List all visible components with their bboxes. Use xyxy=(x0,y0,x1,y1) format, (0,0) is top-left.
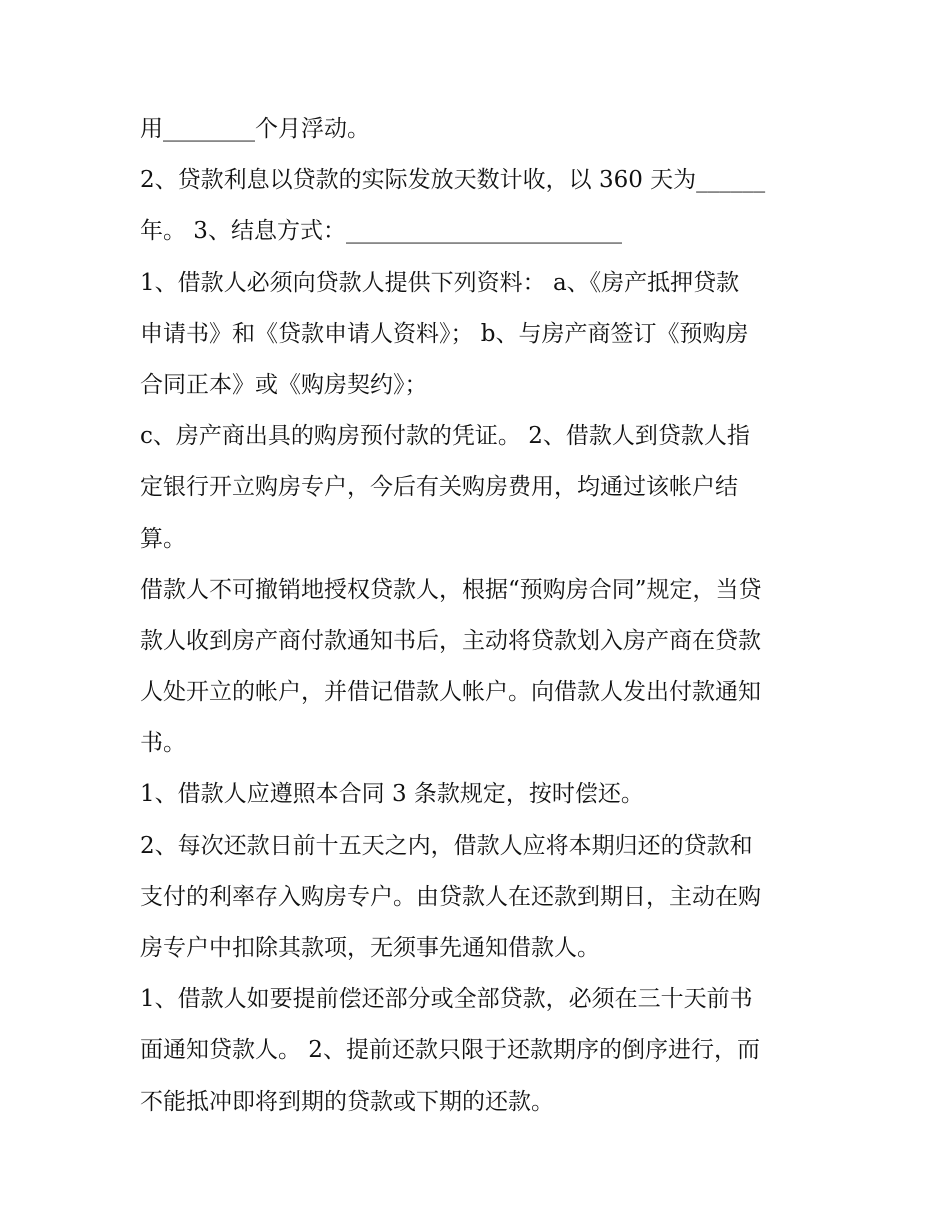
text-line: 不能抵冲即将到期的贷款或下期的还款。 xyxy=(140,1088,554,1115)
text-line: 1、借款人必须向贷款人提供下列资料： a、《房产抵押贷款 xyxy=(140,269,740,296)
text-line: 书。 xyxy=(140,730,186,757)
text-line: 2、每次还款日前十五天之内，借款人应将本期归还的贷款和 xyxy=(140,832,753,859)
text-line: 合同正本》或《购房契约》； xyxy=(140,371,428,398)
text-line: 借款人不可撤销地授权贷款人，根据“预购房合同”规定，当贷 xyxy=(140,576,762,603)
text-line: 算。 xyxy=(140,525,186,552)
text-line: 款人收到房产商付款通知书后，主动将贷款划入房产商在贷款 xyxy=(140,627,761,654)
text-line: 年。 3、结息方式：________________________ xyxy=(140,218,622,245)
text-line: 支付的利率存入购房专户。由贷款人在还款到期日，主动在购 xyxy=(140,883,761,910)
text-line: 1、借款人如要提前偿还部分或全部贷款，必须在三十天前书 xyxy=(140,986,753,1013)
document-body xyxy=(140,104,820,1128)
text-line: c、房产商出具的购房预付款的凭证。 2、借款人到贷款人指 xyxy=(140,423,750,450)
text-line: 申请书》和《贷款申请人资料》； b、与房产商签订《预购房 xyxy=(140,320,749,347)
text-line: 房专户中扣除其款项，无须事先通知借款人。 xyxy=(140,935,600,961)
text-line: 人处开立的帐户，并借记借款人帐户。向借款人发出付款通知 xyxy=(140,679,761,706)
text-line: 用________个月浮动。 xyxy=(140,116,370,142)
text-line: 定银行开立购房专户，今后有关购房费用，均通过该帐户结 xyxy=(140,474,738,501)
text-line: 面通知贷款人。 2、提前还款只限于还款期序的倒序进行，而 xyxy=(140,1037,760,1064)
text-line: 2、贷款利息以贷款的实际发放天数计收，以 360 天为______ xyxy=(140,167,766,194)
text-line: 1、借款人应遵照本合同 3 条款规定，按时偿还。 xyxy=(140,781,644,808)
